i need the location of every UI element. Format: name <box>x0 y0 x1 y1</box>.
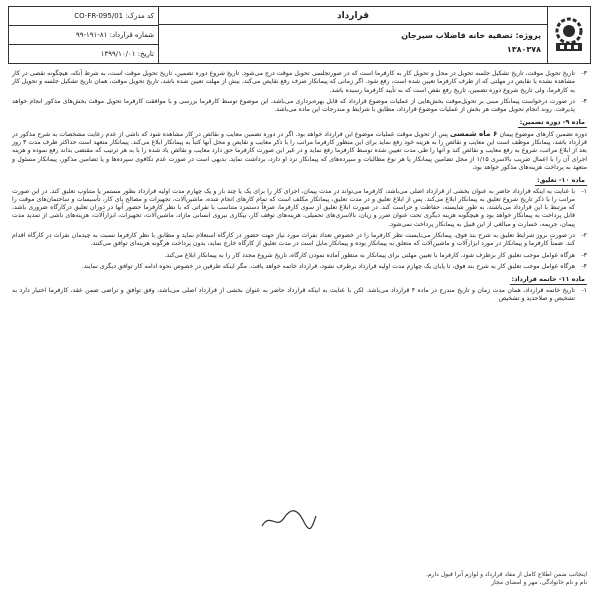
clause-text: هرگاه عوامل موجب تعلیق کار به شرح بند فوق، تا پایان یک چهارم مدت اولیه قرارداد برطرف نشود، قرارداد خاتمه خواهد یافت. مگر اینکه طرفین در خصوص نحوه ادامه کار توافق دیگری نمایند. <box>81 262 575 270</box>
section-heading-guarantee: ماده ۹- دوره تضمین: <box>519 118 585 127</box>
clause-number: ۴- <box>581 262 587 270</box>
clause-number: ۳- <box>581 251 587 259</box>
clause-8-3 <box>12 70 587 95</box>
company-logo <box>548 7 590 63</box>
clause-text: تاریخ خاتمه قرارداد، همان مدت زمان و تاریخ مندرج در ماده ۴ قرارداد می‌باشد. لکن با عنایت به اینکه قرارداد حاضر به عنوان بخشی از قرارداد اصلی می‌باشد، وفق توافق و تراضی ضمن عقد، کارفرما اختیار دارد به تشخیص و صلاحدید و تشخیص <box>12 286 575 302</box>
clause-text: در صورت درخواست پیمانکار مبنی بر تحویل‌موقت بخش‌هایی از عملیات موضوع قرارداد که قابل بهره‌برداری می‌باشد، این موضوع توسط کارفرما بررسی و با موافقت کارفرما تحویل موقت بخش‌های مذکور انجام خواهد پذیرفت. روند انجام تحویل موقت هر بخش از عملیات موضوع قرارداد، مطابق با شرایط و مندرجات این ماده می‌باشد. <box>12 97 575 114</box>
contract-date: تاریخ: ۱۳۹۹/۱۰/۰۱ <box>100 50 154 58</box>
clause-9 <box>12 130 587 172</box>
project-info <box>159 25 547 63</box>
contract-number: شماره قرارداد: ۸۱-۱۹۱-۹۹ <box>9 26 158 45</box>
clause-10-2 <box>12 232 587 249</box>
clause-number: ۳- <box>581 70 587 77</box>
clause-8-4 <box>12 98 587 115</box>
signature-mark <box>258 506 318 534</box>
guarantee-period: ۶ ماه شمسی <box>450 128 498 138</box>
clause-10-4 <box>12 263 587 271</box>
project-label: پروژه: تصفیه خانه فاضلاب سیرجان <box>401 31 541 40</box>
section-heading-suspension: ماده ۱۰- تعلیق: <box>537 176 585 185</box>
clause-text: تاریخ تحویل موقت، تاریخ تشکیل جلسه تحویل در محل و تحویل کار به کارفرما است که در صورتجلسی تحویل موقت درج می‌شود. تاریخ شروع دوره تضمین، تاریخ تحویل موقت است، به شرط آنکه، هیچگونه نقصی در کار مشاهده نشده یا نقایص در مهلتی که از طرف کارفرما تعیین شده است، رفع شود. اگر زمانی که پیمانکار صرف رفع نقایص می‌کند، بیش از مهلت تعیین شده باشد، تاریخ تحویل موقت، همان تاریخ تشکیل جلسه و تحویل کار به کارفرما، ولی تاریخ شروع دوره تضمین، تاریخ رفع نقص است که به تأیید کارفرما رسیده باشد. <box>12 70 575 94</box>
contract-page <box>8 6 591 593</box>
page-title: قرارداد <box>159 7 547 25</box>
logo-icon <box>552 15 586 55</box>
clause-text: در صورت بروز شرایط تعلیق به شرح بند فوق، پیمانکار می‌بایست نظر کارفرما را در خصوص تعداد نفرات مورد نیاز جهت حضور در کارگاه استعلام نماید و مطابق با نظر کارفرما نسبت به چیدمان نفرات در کارگاه اقدام کند. ضمناً کارفرما و پیمانکار در مورد ابزارآلات و ماشین‌آلات که متعلق به پیمانکار بوده و پیمانکار مایل است در مدت تعلیق از کارگاه خارج نماید، بدون پرداخت هرگونه هزینه‌ای توافق می‌کنند. <box>12 232 575 248</box>
header-table <box>8 6 591 64</box>
footer-line-2: نام و نام خانوادگی، مهر و امضای مجاز <box>491 579 587 586</box>
clause-number: ۱- <box>581 187 587 195</box>
clause-10-3 <box>12 252 587 260</box>
project-code: ۱۳۸۰۳۷۸ <box>506 45 541 54</box>
clause-number: ۲- <box>581 232 587 240</box>
clause-11-1 <box>12 287 587 304</box>
header-meta <box>9 7 159 63</box>
footer-acknowledgement <box>287 571 587 587</box>
clause-number: ۱- <box>581 286 587 294</box>
clause-text: دوره تضمین کارهای موضوع پیمان <box>499 130 587 138</box>
clause-text: هرگاه عوامل موجب تعلیق کار برطرف شود، کارفرما با تعیین مهلتی برای پیمانکار به منظور آماده نمودن کارگاه، تاریخ شروع مجدد کار را به پیمانکار ابلاغ می‌کند. <box>164 251 575 259</box>
clause-text-continued: پس از تحویل موقت عملیات موضوع این قرارداد خواهد بود. اگر در دوره تضمین معایب و نقائص در کار مشاهده شود که ناشی از عدم رعایت مشخصات به شرح مذکور در قرارداد باشد، پیمانکار موظف است این معایب و نقائص را به هزینه خود رفع نماید برای این منظور کارفرما مراتب را با ذکر معایب و نقایص و محل آنها کتباً به پیمانکار ابلاغ می‌کند. پیمانکار متعهد است حداکثر ظرف مدت ۳ روز بعد از ابلاغ مراتب، شروع به رفع معایب و نقائص کند و آنها را طی مدت تعیین شده توسط کارفرما رفع نماید و در غیر این صورت کارفرما حق دارد معایب و نقائص یاد شده را با به هر ترتیب که مقتضی بداند رفع نموده و هزینه اجرای آن را با اعمال ضریب بالاسری ۱/۱۵ از محل تضامین پیمانکار یا هر نوع مطالبات و سپرده‌های که پیمانکار نزد او دارد، برداشت نماید. بدیهی است در صورت عدم تکافوی سپرده‌ها و یا تضامین مذکور، پیمانکار مسئول و متعهد به پرداخت هزینه‌های مذکور خواهد بود. <box>12 130 588 171</box>
clause-10-1 <box>12 188 587 229</box>
section-heading-termination: ماده ۱۱- خاتمه قرارداد: <box>511 275 585 284</box>
doc-code: کد مدرک: CO-FR-095/01 <box>9 7 158 26</box>
clause-number: ۴- <box>581 97 587 105</box>
clause-text: با عنایت به اینکه قرارداد حاضر به عنوان بخشی از قرارداد اصلی می‌باشد، کارفرما می‌تواند در مدت پیمان، اجرای کار را برای یک یا چند بار و یک چهارم مدت اولیه قرارداد بطور مستمر یا متناوب تعلیق کند. در این صورت مراتب را با ذکر تاریخ شروع تعلیق به پیمانکار ابلاغ می‌کند. پس از ابلاغ تعلیق و در مدت تعلیق، پیمانکار مکلف است که تمام کارهای انجام شده، ماشین‌آلات، تجهیزات و مصالح پای کار، تأسیسات و ساختمان‌های موقت را که مرتبط با این قرارداد می‌باشند، به طور شایسته، حفاظت و حراست کند. در صورت ابلاغ تعلیق از سوی کارفرما، صرفاً دستمزد متناسب با نفراتی که با نظر کارفرما حضور آنها در دوران تعلیق درکارگاه ضروری باشد، قابل پرداخت به پیمانکار خواهد بود و هیچگونه هزینه دیگری تحت عنوان ضرر و زیان، بالاسری‌های تحمیلی، هزینه‌های توقف کار، بیکاری نیروی انسانی مازاد، ماشین‌آلات، تجهیزات، ابزارآلات، هزینه‌های ناشی از تمدید مدت پیمان، جریمه، خسارت و مبالغی از این قبیل به پیمانکار پرداخت نمی‌شود. <box>12 187 575 228</box>
footer-line-1: اینجانب ضمن اطلاع کامل از مفاد قرارداد و لوازم آنرا قبول دارم. <box>425 571 587 578</box>
header-main <box>159 7 548 63</box>
